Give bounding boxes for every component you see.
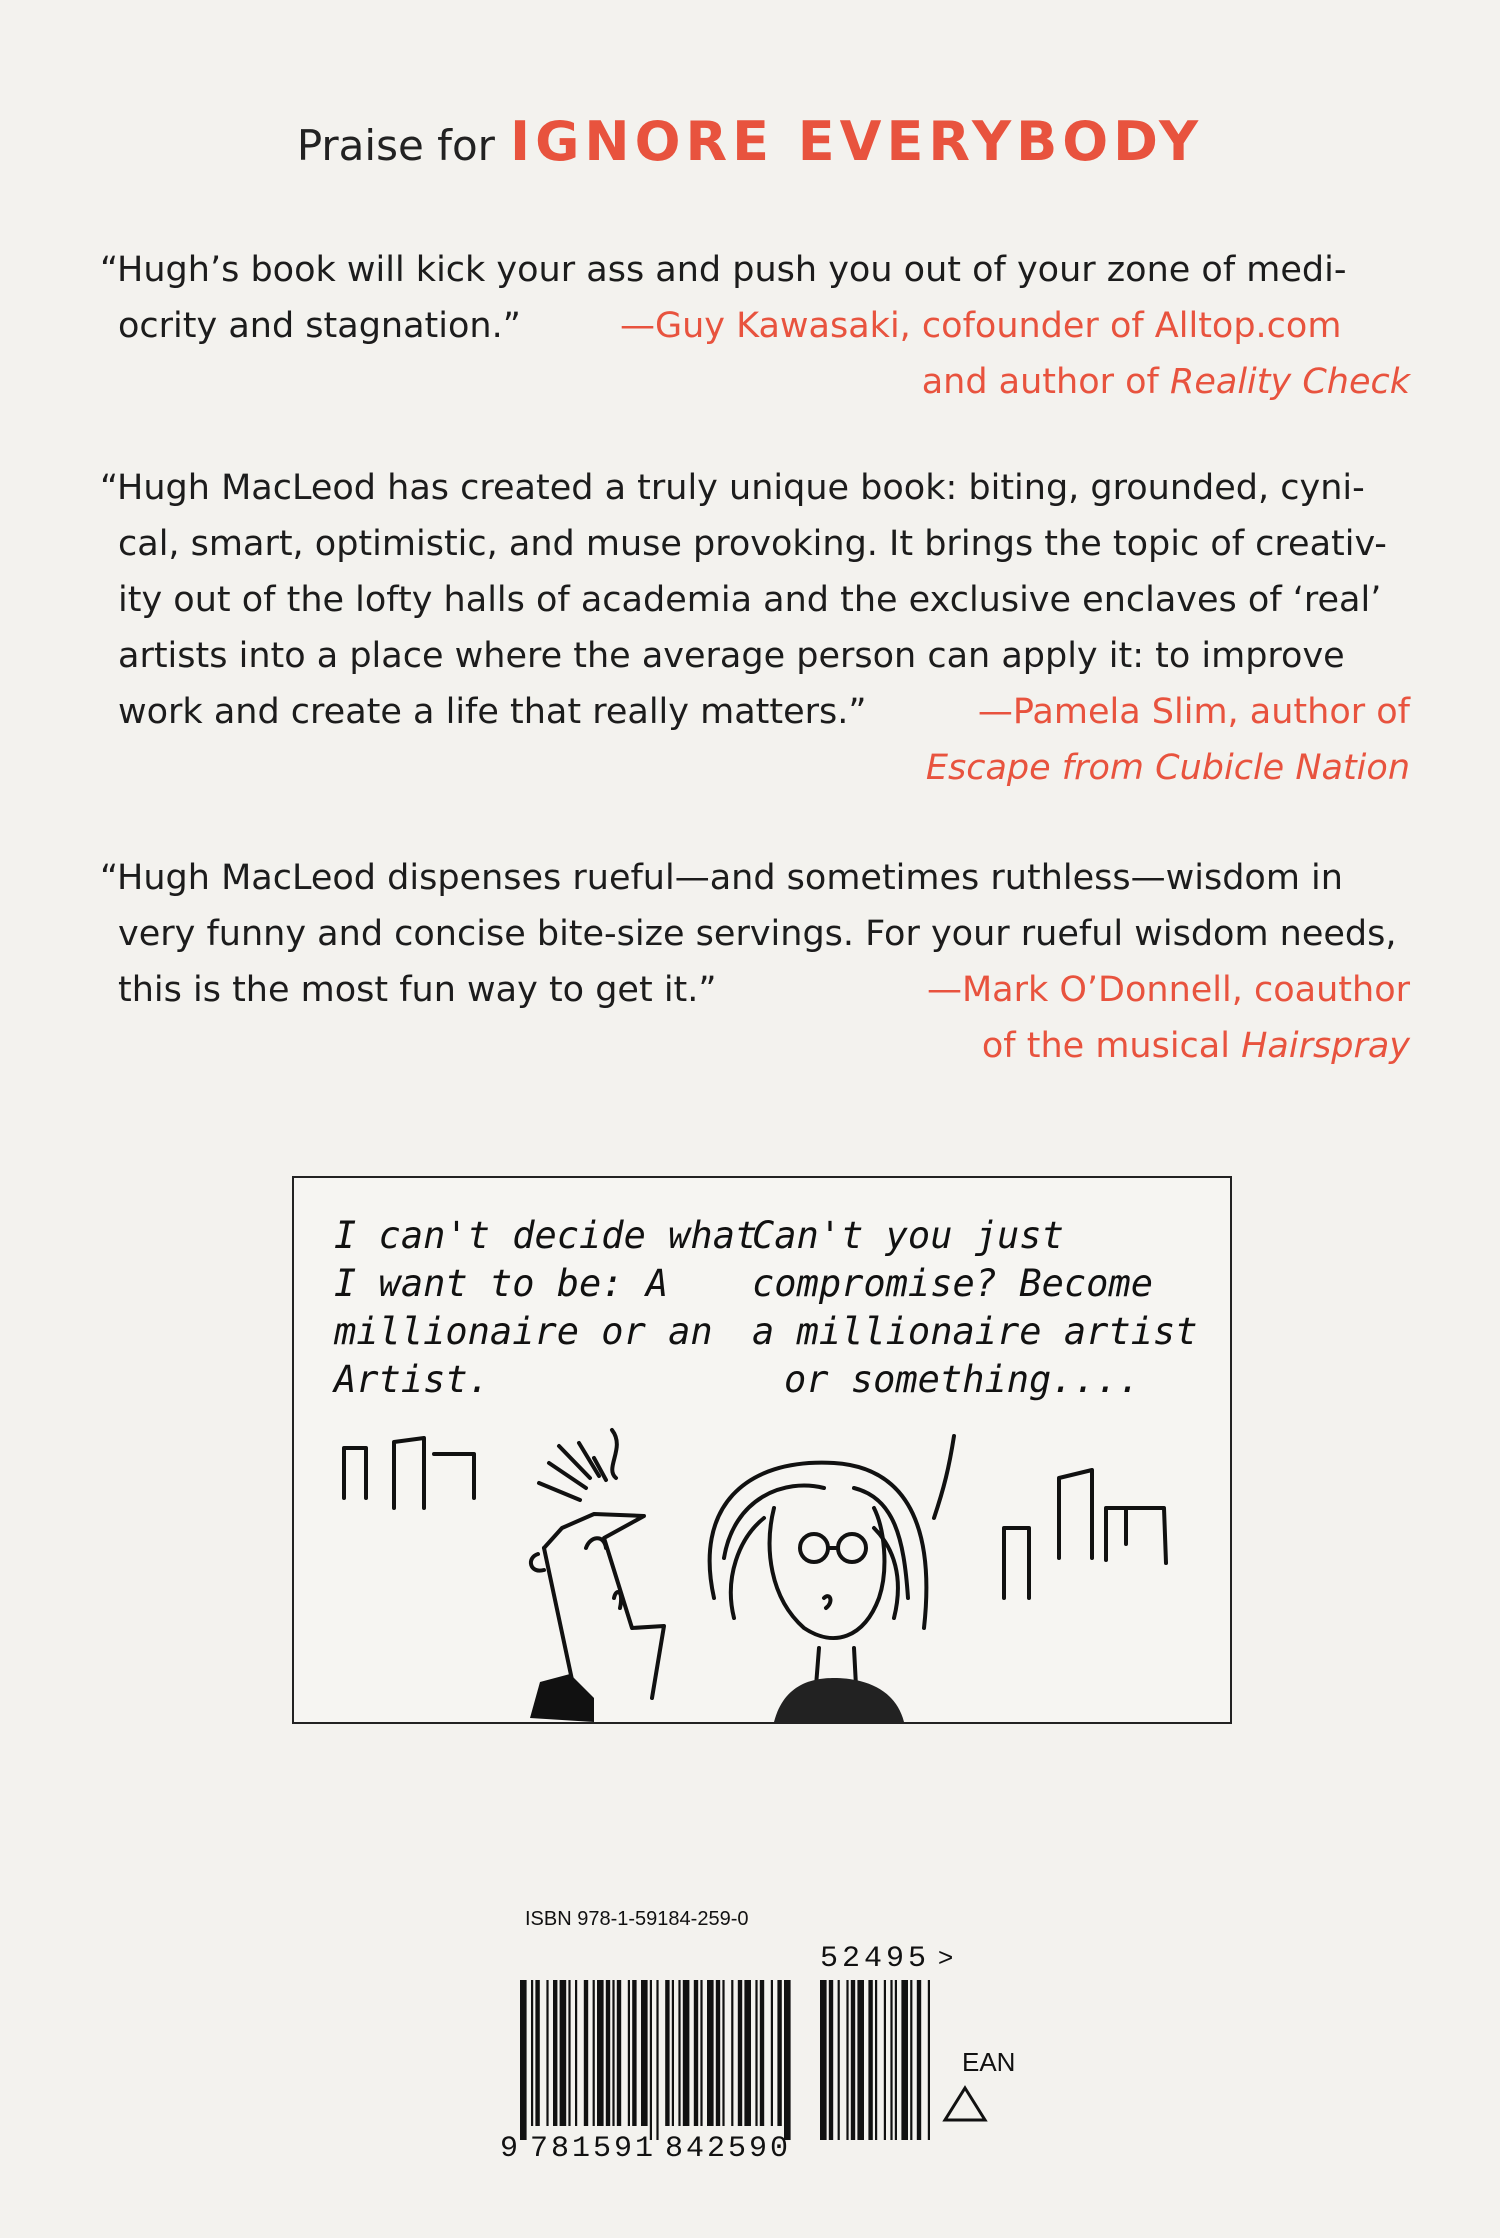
barcode-bar (612, 1980, 614, 2126)
quote-text: “Hugh MacLeod has created a truly unique book: biting, grounded, cyni-cal, smart, optimistic, and muse provoking. It brings the topic of creativ-ity out of the lofty halls of academia and the exclusive enclaves of ‘real’ artists into a place where the average person can apply it: to improve work and create a life that really matters.” (100, 468, 1387, 732)
quote-attribution-2: and author of Reality Check (921, 362, 1410, 402)
addon-bar (851, 1980, 855, 2140)
barcode-bar (760, 1980, 764, 2126)
barcode-bar (617, 1980, 621, 2126)
isbn-label: ISBN 978-1-59184-259-0 (525, 1908, 749, 1930)
addon-digits: 52495 (820, 1942, 931, 1976)
ean-label: EAN (962, 2047, 1016, 2077)
barcode-bar (700, 1980, 702, 2126)
quote-attribution-2: of the musical Hairspray (981, 1026, 1410, 1066)
addon-bar (895, 1980, 897, 2140)
cartoon-panel (292, 1176, 1232, 1724)
praise-header (0, 110, 1500, 173)
quote-text: “Hugh MacLeod dispenses rueful—and sometimes ruthless—wisdom in very funny and concise bite-size servings. For your rueful wisdom needs, this is the most fun way to get it.” (100, 858, 1397, 1010)
addon-bar (890, 1980, 892, 2140)
barcode-bar (606, 1980, 610, 2126)
addon-bar (910, 1980, 912, 2140)
barcode-bar (632, 1980, 636, 2126)
barcode-bar (568, 1980, 570, 2126)
book-title: IGNORE EVERYBODY (510, 110, 1204, 173)
addon-bar (820, 1980, 827, 2140)
quote-3 (100, 850, 1410, 1074)
barcode-bar (546, 1980, 548, 2126)
barcode-bar (672, 1980, 674, 2126)
left-speech-line: millionaire or an (334, 1310, 713, 1353)
barcode-bar (707, 1980, 714, 2126)
barcode (490, 1938, 1040, 2168)
barcode-bar (597, 1980, 604, 2126)
barcode-bar (531, 1980, 533, 2126)
barcode-digit-first: 9 (500, 2132, 519, 2166)
barcode-bar (575, 1980, 577, 2126)
building-icon (1004, 1528, 1029, 1598)
barcode-bar (650, 1980, 652, 2140)
barcode-bar (628, 1980, 630, 2126)
barcode-bar (553, 1980, 557, 2126)
barcode-bar (656, 1980, 658, 2140)
addon-bar (901, 1980, 908, 2140)
addon-bar (928, 1980, 930, 2140)
addon-arrow: > (938, 1942, 954, 1972)
addon-bar (884, 1980, 886, 2140)
left-speech-line: Artist. (334, 1358, 490, 1401)
barcode-bar (678, 1980, 680, 2126)
addon-bar (917, 1980, 921, 2140)
quote-text: “Hugh’s book will kick your ass and push you out of your zone of medi-ocrity and stagnation.” (100, 250, 1347, 346)
praise-prefix: Praise for (296, 121, 495, 170)
right-speech-line: Can't you just (752, 1214, 1064, 1257)
barcode-bar (771, 1980, 773, 2126)
building-icon (394, 1438, 424, 1508)
barcode-bar (716, 1980, 720, 2126)
addon-bar (857, 1980, 864, 2140)
quote-1 (100, 242, 1410, 410)
quote-2 (100, 460, 1410, 796)
barcode-bar (731, 1980, 733, 2126)
barcode-bar (722, 1980, 724, 2126)
building-icon (1106, 1508, 1166, 1563)
left-speech-line: I can't decide what (334, 1214, 758, 1257)
barcode-bar (665, 1980, 669, 2126)
barcode-bar (535, 1980, 539, 2126)
building-icon (434, 1454, 474, 1498)
barcode-bar (584, 1980, 588, 2126)
right-speech-line: or something.... (784, 1358, 1141, 1401)
building-icon (1059, 1470, 1092, 1558)
barcode-bar (520, 1980, 527, 2140)
barcode-digits-left: 781591 (530, 2132, 657, 2166)
barcode-digits-right: 842590 (665, 2132, 792, 2166)
barcode-bar (560, 1980, 567, 2126)
left-speech-line: I want to be: A (334, 1262, 669, 1305)
barcode-bar (694, 1980, 698, 2126)
quote-attribution-2: Escape from Cubicle Nation (925, 748, 1410, 788)
barcode-bar (777, 1980, 781, 2126)
barcode-bar (744, 1980, 751, 2126)
addon-bar (829, 1980, 833, 2140)
cartoon-drawing (294, 1178, 1230, 1722)
barcode-bar (755, 1980, 757, 2126)
quote-attribution: —Mark O’Donnell, coauthor (926, 970, 1410, 1010)
right-speech-line: a millionaire artist (752, 1310, 1198, 1353)
barcode-bar (641, 1980, 648, 2126)
barcode-bar (593, 1980, 595, 2126)
quote-attribution: —Pamela Slim, author of (977, 692, 1410, 732)
addon-bar (846, 1980, 848, 2140)
right-speech-line: compromise? Become (752, 1262, 1153, 1305)
addon-bar (875, 1980, 877, 2140)
barcode-bar (683, 1980, 690, 2126)
barcode-bar (738, 1980, 742, 2126)
quote-attribution: —Guy Kawasaki, cofounder of Alltop.com (620, 306, 1342, 346)
addon-bar (838, 1980, 840, 2140)
building-icon (344, 1448, 366, 1498)
barcode-bar (784, 1980, 791, 2140)
addon-bar (868, 1980, 872, 2140)
